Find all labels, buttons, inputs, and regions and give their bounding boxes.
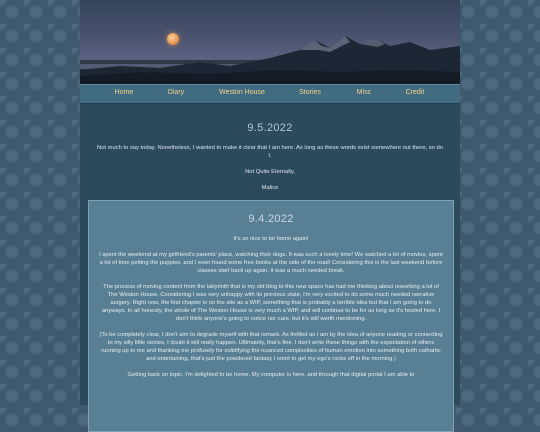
- nav-link-misc[interactable]: Misc: [356, 89, 372, 96]
- page-container: [80, 0, 460, 405]
- entry-signature: Malice: [261, 185, 279, 191]
- header-banner-image: [80, 0, 460, 84]
- diary-entry: [80, 108, 460, 200]
- entry-date: 9.4.2022: [248, 213, 294, 225]
- nav-link-diary[interactable]: Diary: [167, 89, 185, 96]
- main-navigation: [80, 84, 460, 104]
- diary-entry-highlighted: [88, 200, 454, 432]
- entry-paragraph: I spent the weekend at my girlfriend's parents' place, watching their dogs. It was such a lovely time! We watched a lot of movies, spent a lot of time petting the puppies, and I even found some free books at the side of the road! Considering this is the last weekend before classes start back up again, it was a much needed break.: [99, 252, 443, 274]
- mountain-landscape: [80, 0, 460, 84]
- nav-link-credit[interactable]: Credit: [405, 89, 425, 96]
- entry-paragraph: Not much to say today. Nonetheless, I wanted to make it clear that I am here. As long as these words exist somewhere out there, so do I.: [97, 145, 443, 159]
- entry-date: 9.5.2022: [247, 122, 293, 134]
- entry-paragraph: (To be completely clear, I don't aim to degrade myself with that remark. As thrilled as I am by the idea of anyone reading or connecting to my silly little stories, I doubt it will really happen. Ultimately, that's fine. I don't write these things with the expectation of others running up to me and thanking me profusely for solidifying the nuanced complexities of human emotion into something both cathartic and entertaining, that's just the powdered fantasy I snort to get my ego's rocks off in the morning.): [99, 332, 443, 362]
- entry-paragraph: It's so nice to be home again!: [233, 236, 309, 242]
- entry-paragraph: Getting back on topic, I'm delighted to be home. My computer is here, and through that digital portal I am able to: [127, 372, 415, 378]
- moon-icon: [167, 33, 179, 45]
- entry-paragraph: Not Quite Eternally,: [245, 169, 295, 175]
- entry-paragraph: The process of moving content from the labyrinth that is my old blog to this new space has had me thinking about reworking a lot of The Weston House. Considering I was very unhappy with its previous state, I'm very excited to do some much needed narrative surgery. Right now, the first chapter is on the site as a WIP, something that is probably a terrible idea but that I am going to do anyways. In all honesty, the whole of The Weston House is very much a WIP, and will continue to be for as long as it's hosted here. I don't think anyone's going to notice nor care, but it's still worth mentioning.: [101, 284, 441, 322]
- nav-link-stories[interactable]: Stories: [299, 89, 321, 96]
- nav-link-home[interactable]: Home: [114, 89, 134, 96]
- nav-link-weston-house[interactable]: Weston House: [219, 89, 265, 96]
